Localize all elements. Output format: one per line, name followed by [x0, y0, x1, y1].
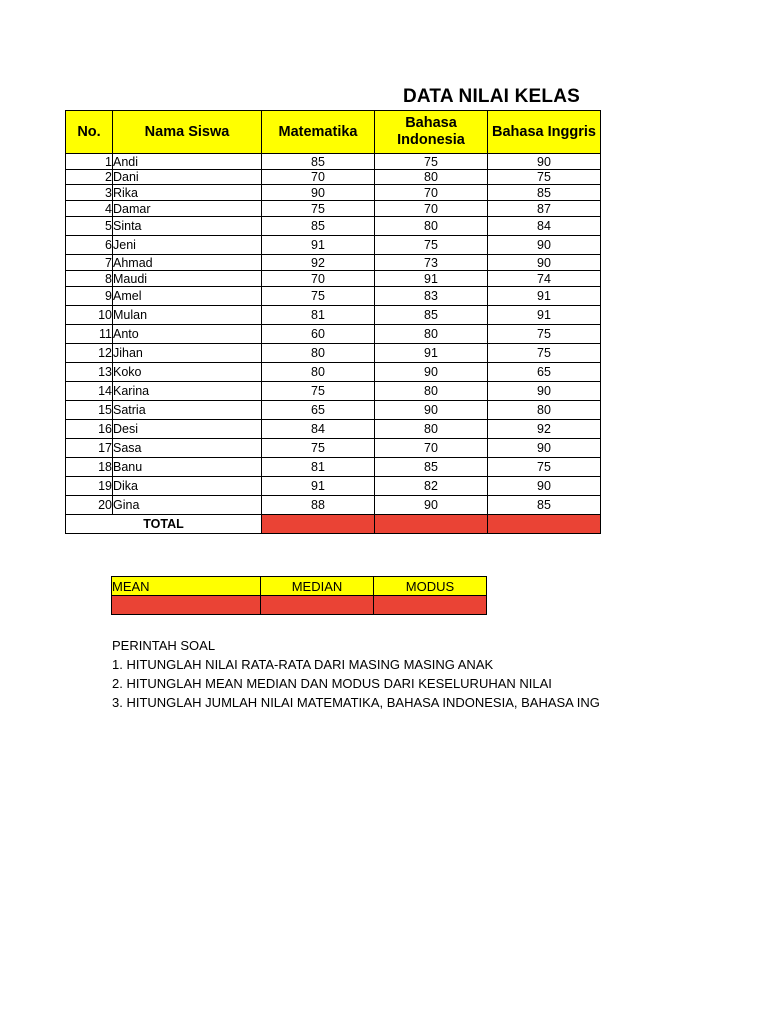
total-bahasa-inggris-cell[interactable] — [488, 515, 601, 534]
row-number-cell[interactable]: 6 — [66, 236, 113, 255]
bahasa-inggris-score-cell[interactable]: 65 — [488, 363, 601, 382]
row-number-cell[interactable]: 9 — [66, 287, 113, 306]
header-row — [66, 111, 601, 154]
row-number-cell[interactable]: 5 — [66, 217, 113, 236]
student-name-cell[interactable]: Koko — [113, 363, 262, 382]
bahasa-indonesia-score-cell[interactable]: 91 — [375, 344, 488, 363]
student-name-cell[interactable]: Anto — [113, 325, 262, 344]
bahasa-indonesia-score-cell[interactable]: 75 — [375, 236, 488, 255]
grades-table — [65, 110, 601, 534]
matematika-score-cell[interactable]: 75 — [262, 287, 375, 306]
row-number-cell[interactable]: 13 — [66, 363, 113, 382]
row-number-cell[interactable]: 3 — [66, 185, 113, 201]
bahasa-indonesia-score-cell[interactable]: 80 — [375, 382, 488, 401]
bahasa-inggris-score-cell[interactable]: 80 — [488, 401, 601, 420]
bahasa-indonesia-score-cell[interactable]: 82 — [375, 477, 488, 496]
student-name-cell[interactable]: Ahmad — [113, 255, 262, 271]
bahasa-indonesia-score-cell[interactable]: 85 — [375, 306, 488, 325]
student-name-cell[interactable]: Andi — [113, 154, 262, 170]
bahasa-indonesia-score-cell[interactable]: 85 — [375, 458, 488, 477]
table-row — [66, 287, 601, 306]
student-name-cell[interactable]: Amel — [113, 287, 262, 306]
instruction-1[interactable]: 1. HITUNGLAH NILAI RATA-RATA DARI MASING MASING ANAK — [112, 657, 494, 672]
bahasa-inggris-score-cell[interactable]: 84 — [488, 217, 601, 236]
bahasa-indonesia-score-cell[interactable]: 80 — [375, 420, 488, 439]
matematika-score-cell[interactable]: 88 — [262, 496, 375, 515]
table-row — [66, 420, 601, 439]
bahasa-inggris-score-cell[interactable]: 91 — [488, 306, 601, 325]
bahasa-inggris-score-cell[interactable]: 75 — [488, 170, 601, 185]
bahasa-indonesia-score-cell[interactable]: 80 — [375, 325, 488, 344]
col-header-nama-siswa[interactable]: Nama Siswa — [113, 111, 262, 154]
total-row — [66, 515, 601, 534]
bahasa-indonesia-score-cell[interactable]: 73 — [375, 255, 488, 271]
bahasa-inggris-score-cell[interactable]: 90 — [488, 382, 601, 401]
bahasa-inggris-score-cell[interactable]: 75 — [488, 458, 601, 477]
bahasa-inggris-score-cell[interactable]: 90 — [488, 477, 601, 496]
student-name-cell[interactable]: Jihan — [113, 344, 262, 363]
total-bahasa-indonesia-cell[interactable] — [375, 515, 488, 534]
bahasa-indonesia-score-cell[interactable]: 91 — [375, 271, 488, 287]
matematika-score-cell[interactable]: 90 — [262, 185, 375, 201]
student-name-cell[interactable]: Gina — [113, 496, 262, 515]
bahasa-indonesia-score-cell[interactable]: 70 — [375, 201, 488, 217]
table-row — [66, 458, 601, 477]
instructions-heading[interactable]: PERINTAH SOAL — [112, 638, 216, 653]
table-row — [66, 401, 601, 420]
bahasa-inggris-score-cell[interactable]: 90 — [488, 236, 601, 255]
table-row — [66, 382, 601, 401]
matematika-score-cell[interactable]: 91 — [262, 236, 375, 255]
matematika-score-cell[interactable]: 70 — [262, 170, 375, 185]
table-row — [66, 306, 601, 325]
student-name-cell[interactable]: Dani — [113, 170, 262, 185]
table-row — [66, 496, 601, 515]
row-number-cell[interactable]: 4 — [66, 201, 113, 217]
table-row — [66, 325, 601, 344]
student-name-cell[interactable]: Maudi — [113, 271, 262, 287]
instruction-3[interactable]: 3. HITUNGLAH JUMLAH NILAI MATEMATIKA, BAHASA INDONESIA, BAHASA ING — [112, 695, 600, 710]
col-header-matematika[interactable]: Matematika — [262, 111, 375, 154]
student-name-cell[interactable]: Mulan — [113, 306, 262, 325]
matematika-score-cell[interactable]: 81 — [262, 458, 375, 477]
row-number-cell[interactable]: 17 — [66, 439, 113, 458]
bahasa-inggris-score-cell[interactable]: 90 — [488, 439, 601, 458]
student-name-cell[interactable]: Dika — [113, 477, 262, 496]
row-number-cell[interactable]: 16 — [66, 420, 113, 439]
matematika-score-cell[interactable]: 84 — [262, 420, 375, 439]
bahasa-inggris-score-cell[interactable]: 90 — [488, 255, 601, 271]
mean-cell[interactable] — [112, 596, 261, 615]
bahasa-indonesia-score-cell[interactable]: 83 — [375, 287, 488, 306]
student-name-cell[interactable]: Desi — [113, 420, 262, 439]
median-cell[interactable] — [261, 596, 374, 615]
table-row — [66, 201, 601, 217]
median-header[interactable]: MEDIAN — [261, 577, 374, 596]
instructions — [112, 636, 600, 712]
row-number-cell[interactable]: 11 — [66, 325, 113, 344]
row-number-cell[interactable]: 2 — [66, 170, 113, 185]
student-name-cell[interactable]: Satria — [113, 401, 262, 420]
mean-header[interactable]: MEAN — [112, 577, 261, 596]
table-row — [66, 439, 601, 458]
col-header-bahasa-inggris[interactable]: Bahasa Inggris — [488, 111, 601, 154]
matematika-score-cell[interactable]: 85 — [262, 217, 375, 236]
col-header-no[interactable]: No. — [66, 111, 113, 154]
matematika-score-cell[interactable]: 80 — [262, 344, 375, 363]
table-row — [66, 185, 601, 201]
student-name-cell[interactable]: Sinta — [113, 217, 262, 236]
bahasa-indonesia-score-cell[interactable]: 90 — [375, 363, 488, 382]
bahasa-inggris-score-cell[interactable]: 85 — [488, 496, 601, 515]
matematika-score-cell[interactable]: 60 — [262, 325, 375, 344]
table-row — [66, 271, 601, 287]
table-row — [66, 217, 601, 236]
matematika-score-cell[interactable]: 75 — [262, 201, 375, 217]
matematika-score-cell[interactable]: 92 — [262, 255, 375, 271]
table-row — [66, 344, 601, 363]
row-number-cell[interactable]: 7 — [66, 255, 113, 271]
matematika-score-cell[interactable]: 70 — [262, 271, 375, 287]
modus-cell[interactable] — [374, 596, 487, 615]
stats-table — [111, 576, 487, 615]
row-number-cell[interactable]: 12 — [66, 344, 113, 363]
row-number-cell[interactable]: 18 — [66, 458, 113, 477]
bahasa-inggris-score-cell[interactable]: 92 — [488, 420, 601, 439]
row-number-cell[interactable]: 10 — [66, 306, 113, 325]
student-name-cell[interactable]: Jeni — [113, 236, 262, 255]
bahasa-inggris-score-cell[interactable]: 87 — [488, 201, 601, 217]
table-row — [66, 236, 601, 255]
stats-value-row — [112, 596, 487, 615]
bahasa-inggris-score-cell[interactable]: 75 — [488, 344, 601, 363]
table-row — [66, 255, 601, 271]
bahasa-inggris-score-cell[interactable]: 90 — [488, 154, 601, 170]
table-row — [66, 154, 601, 170]
bahasa-indonesia-score-cell[interactable]: 80 — [375, 217, 488, 236]
row-number-cell[interactable]: 8 — [66, 271, 113, 287]
bahasa-indonesia-score-cell[interactable]: 70 — [375, 185, 488, 201]
bahasa-inggris-score-cell[interactable]: 75 — [488, 325, 601, 344]
student-name-cell[interactable]: Rika — [113, 185, 262, 201]
matematika-score-cell[interactable]: 65 — [262, 401, 375, 420]
matematika-score-cell[interactable]: 75 — [262, 439, 375, 458]
table-row — [66, 477, 601, 496]
row-number-cell[interactable]: 14 — [66, 382, 113, 401]
bahasa-inggris-score-cell[interactable]: 85 — [488, 185, 601, 201]
student-name-cell[interactable]: Karina — [113, 382, 262, 401]
bahasa-indonesia-score-cell[interactable]: 75 — [375, 154, 488, 170]
sheet-title: DATA NILAI KELAS — [403, 86, 581, 107]
matematika-score-cell[interactable]: 75 — [262, 382, 375, 401]
bahasa-inggris-score-cell[interactable]: 74 — [488, 271, 601, 287]
matematika-score-cell[interactable]: 85 — [262, 154, 375, 170]
student-name-cell[interactable]: Sasa — [113, 439, 262, 458]
bahasa-indonesia-score-cell[interactable]: 90 — [375, 401, 488, 420]
modus-header[interactable]: MODUS — [374, 577, 487, 596]
table-row — [66, 170, 601, 185]
row-number-cell[interactable]: 15 — [66, 401, 113, 420]
total-label[interactable]: TOTAL — [66, 515, 262, 534]
col-header-bahasa-indonesia[interactable]: Bahasa Indonesia — [375, 111, 488, 154]
stats-header-row — [112, 577, 487, 596]
student-name-cell[interactable]: Damar — [113, 201, 262, 217]
bahasa-inggris-score-cell[interactable]: 91 — [488, 287, 601, 306]
total-matematika-cell[interactable] — [262, 515, 375, 534]
table-row — [66, 363, 601, 382]
row-number-cell[interactable]: 20 — [66, 496, 113, 515]
bahasa-indonesia-score-cell[interactable]: 90 — [375, 496, 488, 515]
matematika-score-cell[interactable]: 81 — [262, 306, 375, 325]
row-number-cell[interactable]: 19 — [66, 477, 113, 496]
bahasa-indonesia-score-cell[interactable]: 70 — [375, 439, 488, 458]
bahasa-indonesia-score-cell[interactable]: 80 — [375, 170, 488, 185]
student-name-cell[interactable]: Banu — [113, 458, 262, 477]
matematika-score-cell[interactable]: 91 — [262, 477, 375, 496]
row-number-cell[interactable]: 1 — [66, 154, 113, 170]
matematika-score-cell[interactable]: 80 — [262, 363, 375, 382]
instruction-2[interactable]: 2. HITUNGLAH MEAN MEDIAN DAN MODUS DARI KESELURUHAN NILAI — [112, 676, 552, 691]
